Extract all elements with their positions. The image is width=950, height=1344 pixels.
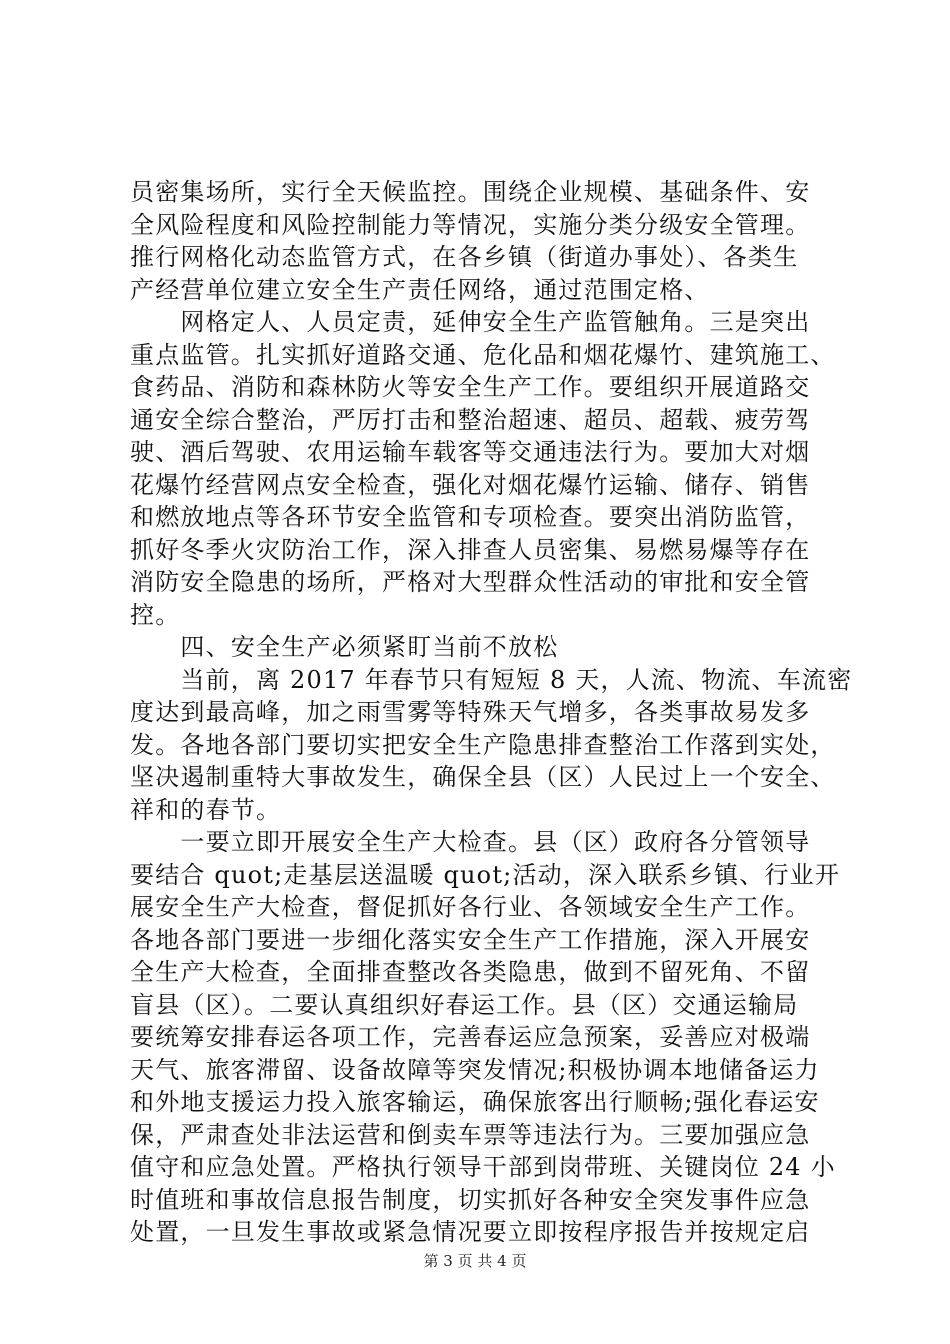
section-heading: 四、安全生产必须紧盯当前不放松 (130, 633, 559, 661)
text-line: 要结合 quot;走基层送温暖 quot;活动，深入联系乡镇、行业开 (130, 860, 841, 889)
text-line: 祥和的春节。 (130, 795, 282, 824)
text-line: 和燃放地点等各环节安全监管和专项检查。要突出消防监管， (130, 503, 811, 531)
text-line: 通安全综合整治，严厉打击和整治超速、超员、超载、疲劳驾 (130, 405, 811, 434)
text-line: 员密集场所，实行全天候监控。围绕企业规模、基础条件、安 (130, 178, 811, 206)
text-line: 盲县（区）。二要认真组织好春运工作。县（区）交通运输局 (130, 990, 799, 1019)
text-line: 度达到最高峰，加之雨雪雾等特殊天气增多，各类事故易发多 (130, 698, 811, 726)
text-line: 全生产大检查，全面排查整改各类隐患，做到不留死角、不留 (130, 958, 811, 986)
text-line: 推行网格化动态监管方式，在各乡镇（街道办事处）、各类生 (130, 243, 799, 271)
text-line: 时值班和事故信息报告制度，切实抓好各种安全突发事件应急 (130, 1185, 811, 1214)
text-line: 要统筹安排春运各项工作，完善春运应急预案，妥善应对极端 (130, 1023, 811, 1051)
text-line: 一要立即开展安全生产大检查。县（区）政府各分管领导 (130, 828, 811, 856)
text-line: 处置，一旦发生事故或紧急情况要立即按程序报告并按规定启 (130, 1218, 811, 1246)
text-line: 花爆竹经营网点安全检查，强化对烟花爆竹运输、储存、销售 (130, 470, 811, 499)
text-line: 控。 (130, 600, 181, 629)
text-line: 抓好冬季火灾防治工作，深入排查人员密集、易燃易爆等存在 (130, 535, 811, 564)
page-number-label: 第 3 页 共 4 页 (423, 1252, 527, 1270)
text-line: 值守和应急处置。严格执行领导干部到岗带班、关键岗位 24 小 (130, 1153, 836, 1181)
text-line: 产经营单位建立安全生产责任网络，通过范围定格、 (130, 275, 710, 304)
text-line: 当前，离 2017 年春节只有短短 8 天，人流、物流、车流密 (130, 665, 853, 694)
text-line: 坚决遏制重特大事故发生，确保全县（区）人民过上一个安全、 (130, 763, 836, 791)
text-line: 和外地支援运力投入旅客输运，确保旅客出行顺畅;强化春运安 (130, 1088, 820, 1116)
page-footer (0, 1250, 950, 1271)
text-line: 天气、旅客滞留、设备故障等突发情况;积极协调本地储备运力 (130, 1055, 820, 1084)
text-line: 食药品、消防和森林防火等安全生产工作。要组织开展道路交 (130, 373, 811, 401)
text-line: 保，严肃查处非法运营和倒卖车票等违法行为。三要加强应急 (130, 1120, 811, 1149)
text-line: 网格定人、人员定责，延伸安全生产监管触角。三是突出 (130, 308, 811, 336)
text-line: 重点监管。扎实抓好道路交通、危化品和烟花爆竹、建筑施工、 (130, 340, 836, 369)
text-line: 发。各地各部门要切实把安全生产隐患排查整治工作落到实处， (130, 730, 836, 759)
text-line: 消防安全隐患的场所，严格对大型群众性活动的审批和安全管 (130, 568, 811, 596)
text-line: 展安全生产大检查，督促抓好各行业、各领域安全生产工作。 (130, 893, 811, 921)
text-line: 驶、酒后驾驶、农用运输车载客等交通违法行为。要加大对烟 (130, 438, 811, 466)
text-line: 各地各部门要进一步细化落实安全生产工作措施，深入开展安 (130, 925, 811, 954)
document-body (130, 176, 853, 1249)
text-line: 全风险程度和风险控制能力等情况，实施分类分级安全管理。 (130, 210, 811, 239)
